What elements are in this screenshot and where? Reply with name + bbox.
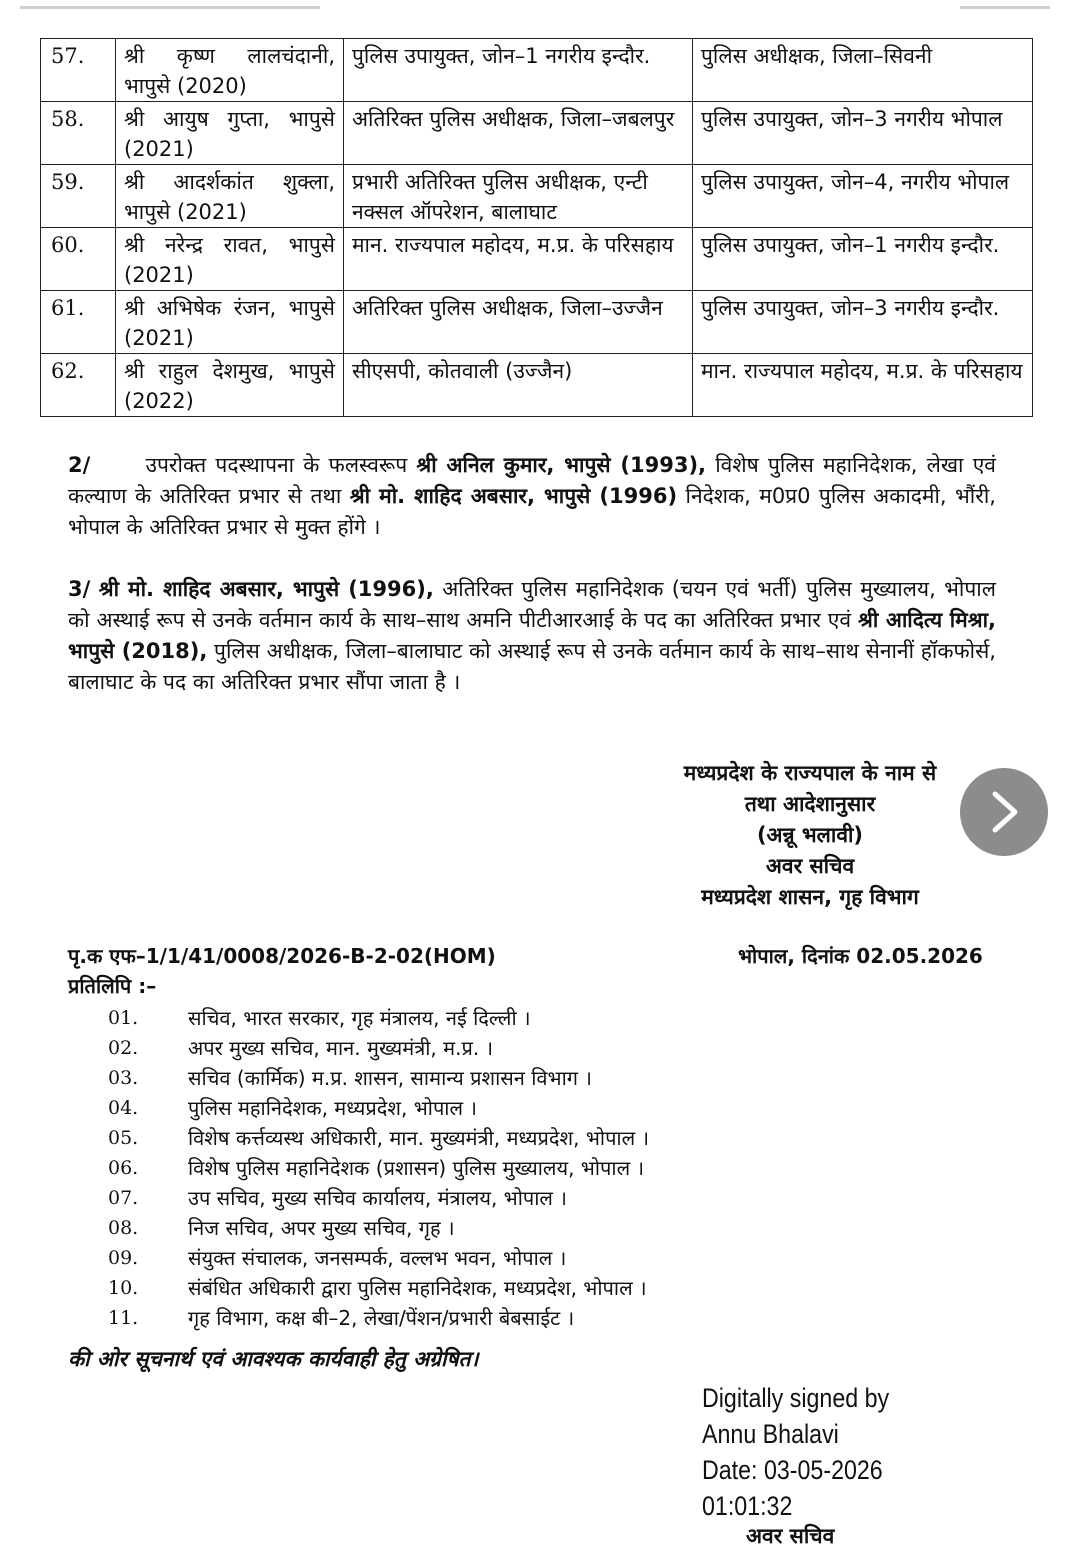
list-text: विशेष पुलिस महानिदेशक (प्रशासन) पुलिस मुख्यालय, भोपाल । [188,1156,645,1180]
list-number: 03. [108,1067,139,1089]
list-item [108,1213,649,1243]
list-item [108,1243,649,1273]
list-text: संबंधित अधिकारी द्वारा पुलिस महानिदेशक, मध्यप्रदेश, भोपाल । [188,1276,647,1300]
table-row [41,39,1033,102]
list-number: 01. [108,1007,139,1029]
table-row [41,102,1033,165]
next-page-button[interactable] [960,768,1048,856]
digital-signature-name: Annu Bhalavi [702,1419,839,1449]
place-date: भोपाल, दिनांक 02.05.2026 [738,944,983,968]
current-posting: पुलिस उपायुक्त, जोन–1 नगरीय इन्दौर. [344,39,693,102]
current-posting: सीएसपी, कोतवाली (उज्जैन) [344,354,693,417]
new-posting: पुलिस उपायुक्त, जोन–4, नगरीय भोपाल [693,165,1033,228]
new-posting: पुलिस अधीक्षक, जिला–सिवनी [693,39,1033,102]
serial-number: 60. [41,228,116,291]
paragraph-number: 3/ [68,577,91,601]
paragraph-text: निदेशक, म0प्र0 पुलिस अकादमी, भौंरी, भोपाल के अतिरिक्त प्रभार से मुक्त होंगे । [68,484,996,539]
list-number: 10. [108,1277,139,1299]
paragraph-text: पुलिस अधीक्षक, जिला–बालाघाट को अस्थाई रूप से उनके वर्तमान कार्य के साथ–साथ सेनानीं हॉकफोर्स, बालाघाट के पद का अतिरिक्त प्रभार सौंपा जाता है । [68,639,996,694]
list-item [108,1303,649,1333]
serial-number: 58. [41,102,116,165]
serial-number: 61. [41,291,116,354]
list-text: उप सचिव, मुख्य सचिव कार्यालय, मंत्रालय, भोपाल । [188,1186,567,1210]
signatory-designation: अवर सचिव [765,854,855,878]
copy-list [108,1003,649,1333]
table-row [41,354,1033,417]
reference-number: पृ.क एफ–1/1/41/0008/2026-B-2-02(HOM) [68,944,496,968]
list-number: 06. [108,1157,139,1179]
officer-name: श्री अभिषेक रंजन, भापुसे (2021) [116,291,344,354]
current-posting: अतिरिक्त पुलिस अधीक्षक, जिला–उज्जैन [344,291,693,354]
list-number: 02. [108,1037,139,1059]
list-number: 07. [108,1187,139,1209]
list-text: सचिव (कार्मिक) म.प्र. शासन, सामान्य प्रशासन विभाग । [188,1066,592,1090]
list-number: 04. [108,1097,139,1119]
serial-number: 62. [41,354,116,417]
officer-name: श्री आदर्शकांत शुक्ला, भापुसे (2021) [116,165,344,228]
new-posting: मान. राज्यपाल महोदय, म.प्र. के परिसहाय [693,354,1033,417]
list-item [108,1123,649,1153]
list-item [108,1063,649,1093]
table-row [41,228,1033,291]
officer-name: श्री राहुल देशमुख, भापुसे (2022) [116,354,344,417]
new-posting: पुलिस उपायुक्त, जोन–3 नगरीय इन्दौर. [693,291,1033,354]
paragraph-3 [68,574,996,698]
current-posting: अतिरिक्त पुलिस अधीक्षक, जिला–जबलपुर [344,102,693,165]
paragraph-2 [68,450,996,543]
list-text: निज सचिव, अपर मुख्य सचिव, गृह । [188,1216,455,1240]
list-text: गृह विभाग, कक्ष बी–2, लेखा/पेंशन/प्रभारी बेबसाईट । [188,1306,575,1330]
list-number: 05. [108,1127,139,1149]
list-item [108,1183,649,1213]
cropped-text-remnant [20,6,320,22]
signatory-block [600,758,1020,913]
officer-name-bold: श्री आदित्य मिश्रा, भापुसे (2018), [68,608,996,663]
copy-heading: प्रतिलिपि :– [68,974,157,998]
digital-signature [702,1380,889,1524]
table-row [41,291,1033,354]
cropped-text-remnant [960,6,1050,22]
officer-name: श्री कृष्ण लालचंदानी, भापुसे (2020) [116,39,344,102]
list-text: पुलिस महानिदेशक, मध्यप्रदेश, भोपाल । [188,1096,477,1120]
list-item [108,1003,649,1033]
list-item [108,1273,649,1303]
posting-table [40,38,1033,417]
digital-signature-line: Digitally signed by [702,1383,890,1413]
paragraph-text: उपरोक्त पदस्थापना के फलस्वरूप [145,453,408,477]
signatory-name: (अन्नू भलावी) [756,823,864,847]
officer-name-bold: श्री मो. शाहिद अबसार, भापुसे (1996) [349,484,678,508]
paragraph-text: विशेष पुलिस महानिदेशक, लेखा एवं कल्याण के अतिरिक्त प्रभार से तथा [68,453,996,508]
forward-note: की ओर सूचनार्थ एवं आवश्यक कार्यवाही हेतु अग्रेषित। [68,1347,479,1371]
new-posting: पुलिस उपायुक्त, जोन–3 नगरीय भोपाल [693,102,1033,165]
officer-name-bold: श्री अनिल कुमार, भापुसे (1993), [416,453,707,477]
serial-number: 59. [41,165,116,228]
officer-name-bold: श्री मो. शाहिद अबसार, भापुसे (1996), [98,577,434,601]
cropped-header-strip [0,0,1080,30]
table-row [41,165,1033,228]
signatory-department: मध्यप्रदेश शासन, गृह विभाग [701,885,919,909]
officer-name: श्री आयुष गुप्ता, भापुसे (2021) [116,102,344,165]
list-text: सचिव, भारत सरकार, गृह मंत्रालय, नई दिल्ली । [188,1006,531,1030]
list-text: संयुक्त संचालक, जनसम्पर्क, वल्लभ भवन, भोपाल । [188,1246,567,1270]
current-posting: मान. राज्यपाल महोदय, म.प्र. के परिसहाय [344,228,693,291]
list-number: 08. [108,1217,139,1239]
list-item [108,1093,649,1123]
digital-signature-date: Date: 03-05-2026 [702,1455,883,1485]
list-item [108,1033,649,1063]
list-item [108,1153,649,1183]
signatory-line: तथा आदेशानुसार [744,792,876,816]
serial-number: 57. [41,39,116,102]
list-text: विशेष कर्त्तव्यस्थ अधिकारी, मान. मुख्यमंत्री, मध्यप्रदेश, भोपाल । [188,1126,650,1150]
new-posting: पुलिस उपायुक्त, जोन–1 नगरीय इन्दौर. [693,228,1033,291]
list-number: 09. [108,1247,139,1269]
paragraph-number: 2/ [68,453,91,477]
paragraph-text: अतिरिक्त पुलिस महानिदेशक (चयन एवं भर्ती) पुलिस मुख्यालय, भोपाल को अस्थाई रूप से उनके वर्तमान कार्य के साथ–साथ अमनि पीटीआरआई के पद का अतिरिक्त प्रभार एवं [68,577,996,632]
digital-signature-time: 01:01:32 [702,1491,793,1521]
list-text: अपर मुख्य सचिव, मान. मुख्यमंत्री, म.प्र. । [188,1036,494,1060]
signature-designation: अवर सचिव [746,1524,835,1548]
chevron-right-icon [987,790,1021,834]
list-number: 11. [108,1307,139,1329]
current-posting: प्रभारी अतिरिक्त पुलिस अधीक्षक, एन्टी नक्सल ऑपरेशन, बालाघाट [344,165,693,228]
signatory-line: मध्यप्रदेश के राज्यपाल के नाम से [683,761,937,785]
officer-name: श्री नरेन्द्र रावत, भापुसे (2021) [116,228,344,291]
